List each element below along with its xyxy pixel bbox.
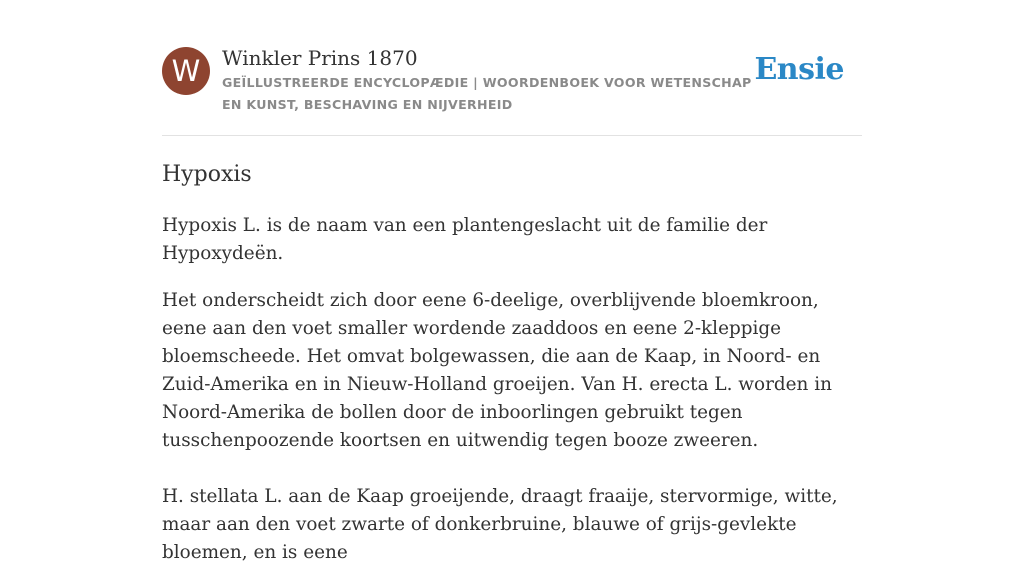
article <box>162 158 862 567</box>
source-subtitle: GEÏLLUSTREERDE ENCYCLOPÆDIE | WOORDENBOEK VOOR WETENSCHAP EN KUNST, BESCHAVING EN NIJVERHEID <box>222 75 752 112</box>
source-avatar[interactable]: W <box>162 47 210 95</box>
article-title: Hypoxis <box>162 162 252 187</box>
article-paragraph-stellata: H. stellata L. aan de Kaap groeijende, draagt fraaije, stervormige, witte, maar aan den voet zwarte of donkerbruine, blauwe of grijs-gevlekte bloemen, en is eene <box>162 486 838 563</box>
source-title[interactable]: Winkler Prins 1870 <box>222 46 418 70</box>
article-paragraph-intro: Hypoxis L. is de naam van een plantengeslacht uit de familie der Hypoxydeën. <box>162 215 768 264</box>
article-paragraph-description: Het onderscheidt zich door eene 6-deelige, overblijvende bloemkroon, eene aan den voet smaller wordende zaaddoos en eene 2-kleppige bloemscheede. Het omvat bolgewassen, die aan de Kaap, in Noord- en Zuid-Amerika en in Nieuw-Holland groeijen. Van H. erecta L. worden in Noord-Amerika de bollen door de inboorlingen gebruikt tegen tusschenpoozende koortsen en uitwendig tegen booze zweeren. <box>162 290 832 451</box>
source-header <box>162 44 862 136</box>
ensie-logo-link[interactable]: Ensie <box>754 52 844 87</box>
